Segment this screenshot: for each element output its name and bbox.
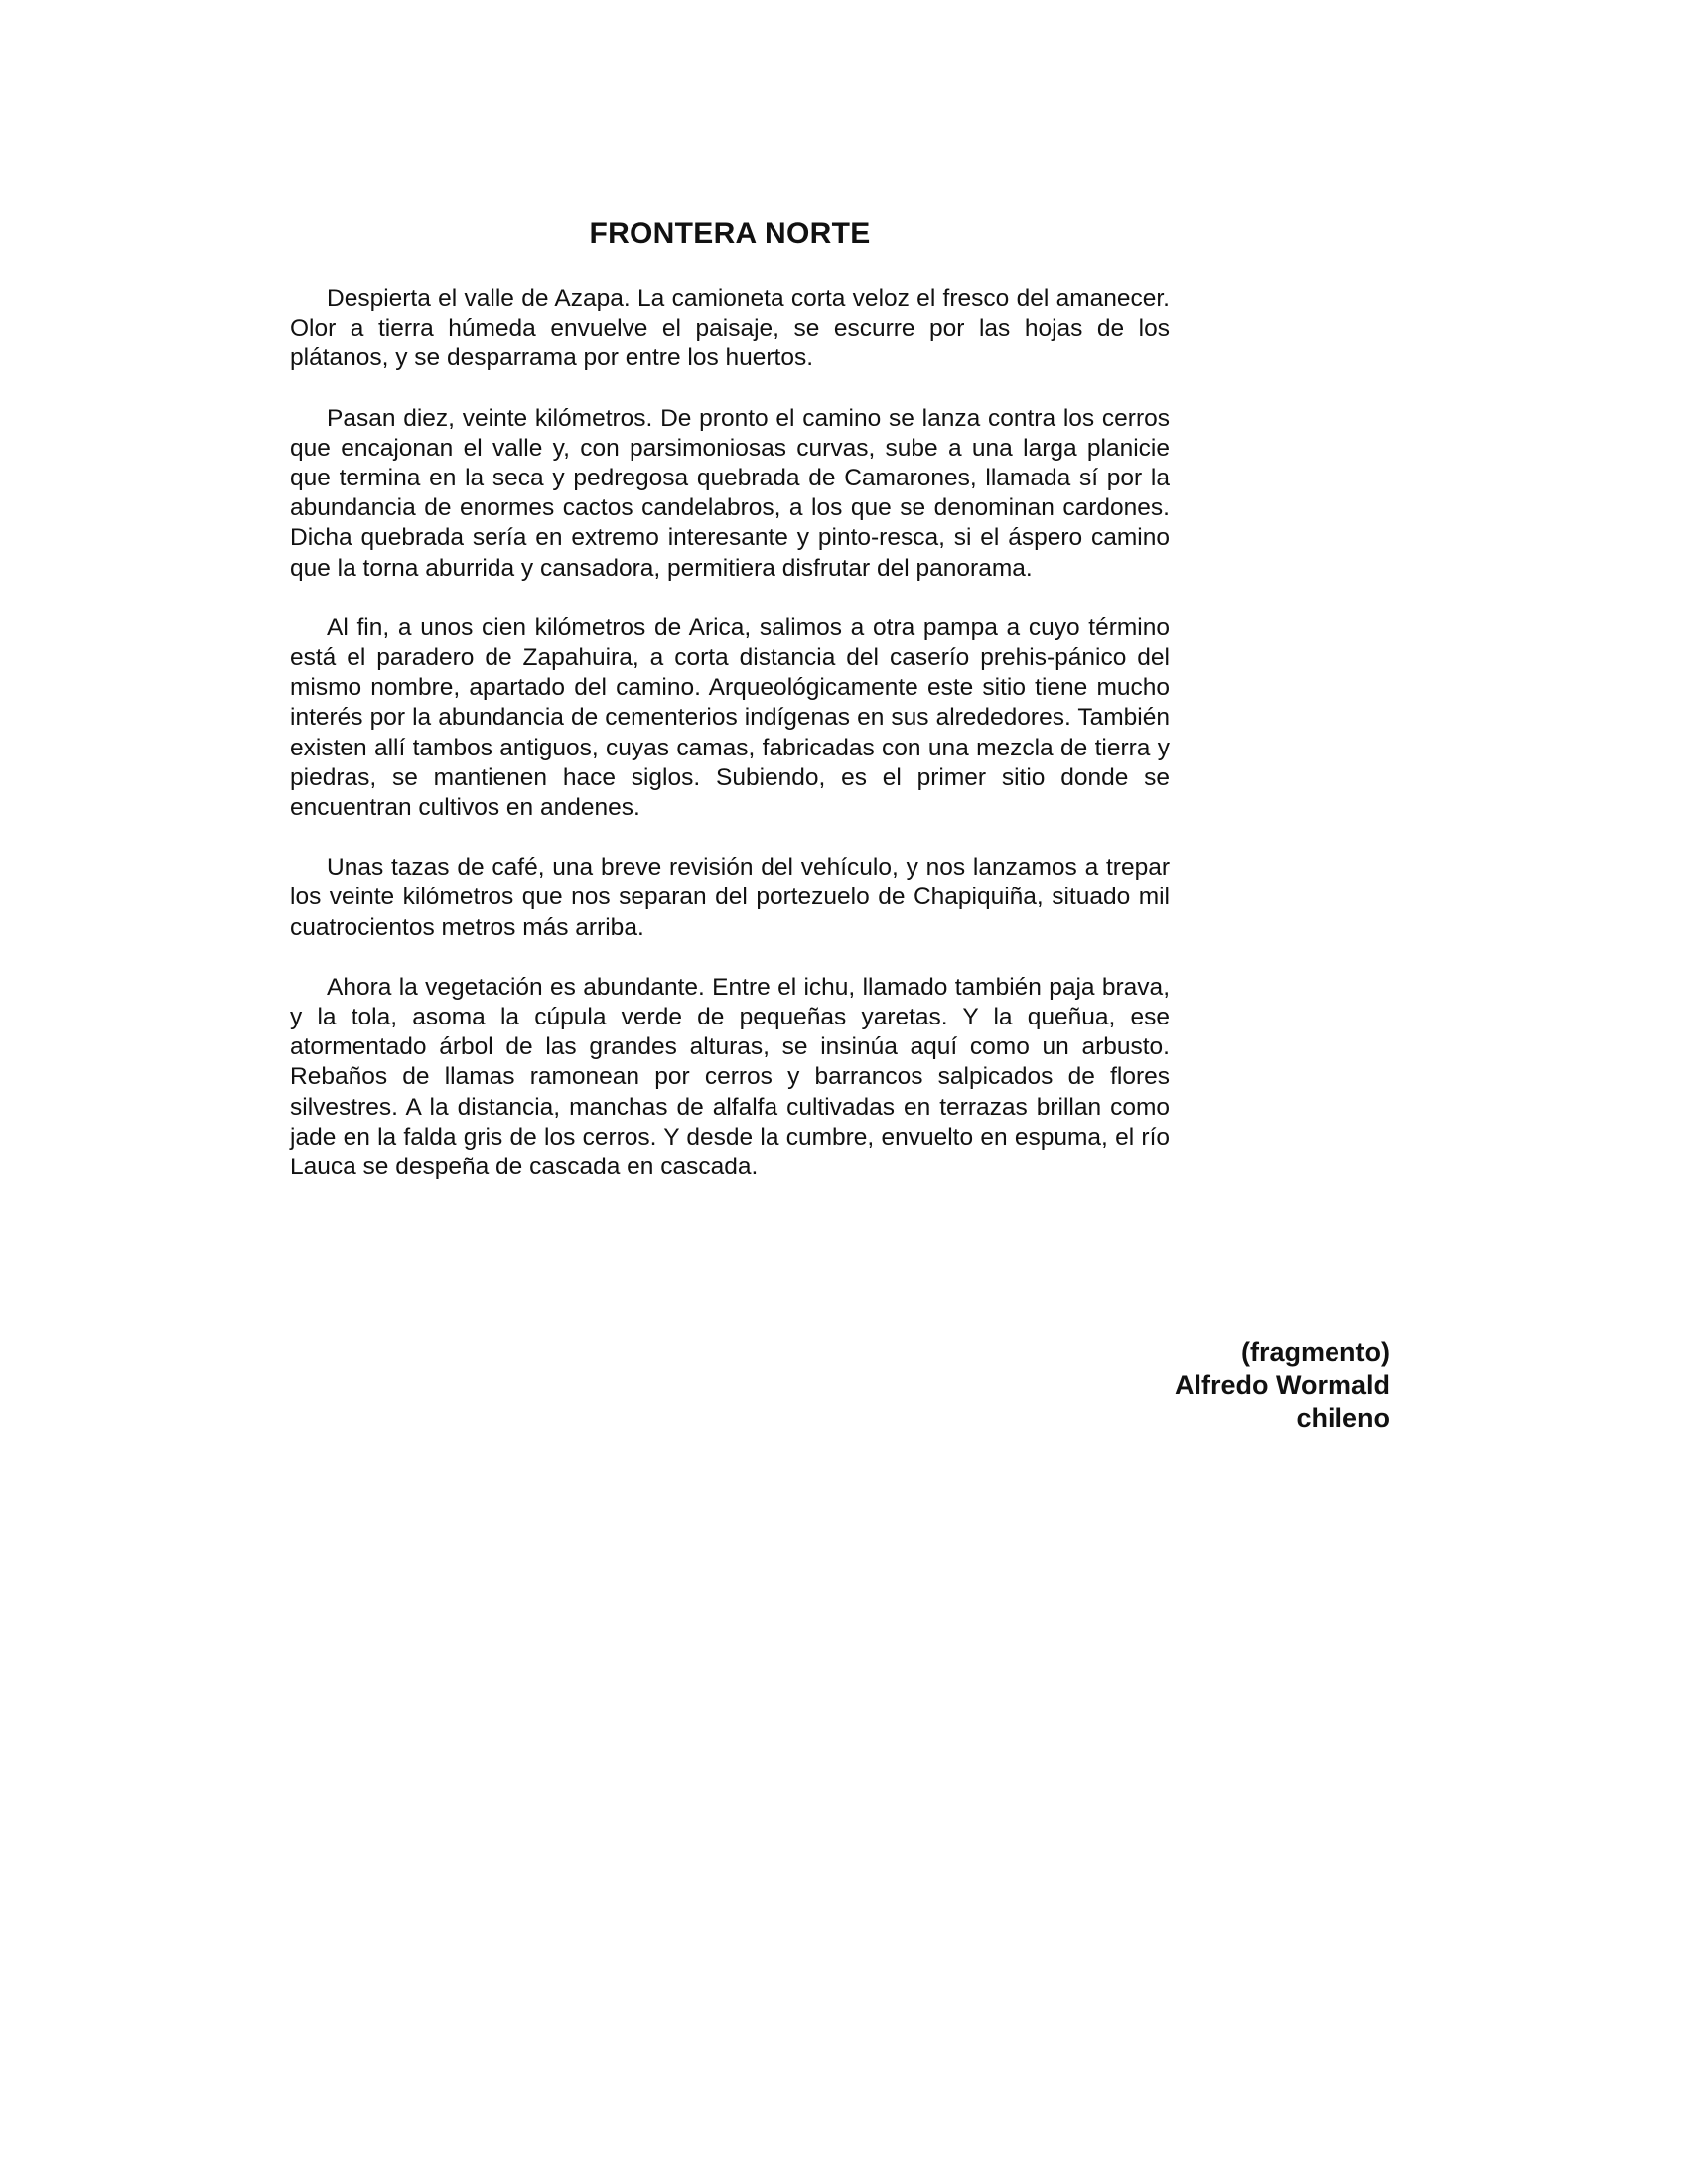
signature-block [1175,1336,1390,1434]
paragraph-3: Al fin, a unos cien kilómetros de Arica, salimos a otra pampa a cuyo término está el paradero de Zapahuira, a corta distancia del caserío prehis-pánico del mismo nombre, apartado del camino. Arqueológicamente este sitio tiene mucho interés por la abundancia de cementerios indígenas en sus alrededores. También existen allí tambos antiguos, cuyas camas, fabricadas con una mezcla de tierra y piedras, se mantienen hace siglos. Subiendo, es el primer sitio donde se encuentran cultivos en andenes. [290,614,1170,822]
author-name: Alfredo Wormald [1174,1370,1390,1400]
paragraph-2: Pasan diez, veinte kilómetros. De pronto el camino se lanza contra los cerros que encajonan el valle y, con parsimoniosas curvas, sube a una larga planicie que termina en la seca y pedregosa quebrada de Camarones, llamada sí por la abundancia de enormes cactos candelabros, a los que se denominan cardones. Dicha quebrada sería en extremo interesante y pinto-resca, si el áspero camino que la torna aburrida y cansadora, permitiera disfrutar del panorama. [290,404,1170,582]
paragraph-5: Ahora la vegetación es abundante. Entre el ichu, llamado también paja brava, y la tola, asoma la cúpula verde de pequeñas yaretas. Y la queñua, ese atormentado árbol de las grandes alturas, se insinúa aquí como un arbusto. Rebaños de llamas ramonean por cerros y barrancos salpicados de flores silvestres. A la distancia, manchas de alfalfa cultivadas en terrazas brillan como jade en la falda gris de los cerros. Y desde la cumbre, envuelto en espuma, el río Lauca se despeña de cascada en cascada. [290,973,1170,1181]
document-body [290,284,1170,1212]
paragraph-4: Unas tazas de café, una breve revisión del vehículo, y nos lanzamos a trepar los veinte kilómetros que nos separan del portezuelo de Chapiquiña, situado mil cuatrocientos metros más arriba. [290,854,1170,941]
author-nationality: chileno [1296,1403,1390,1433]
paragraph-1: Despierta el valle de Azapa. La camioneta corta veloz el fresco del amanecer. Olor a tierra húmeda envuelve el paisaje, se escurre por las hojas de los plátanos, y se desparrama por entre los huertos. [290,285,1170,372]
document-title: FRONTERA NORTE [589,217,871,250]
fragment-note: (fragmento) [1241,1337,1390,1367]
